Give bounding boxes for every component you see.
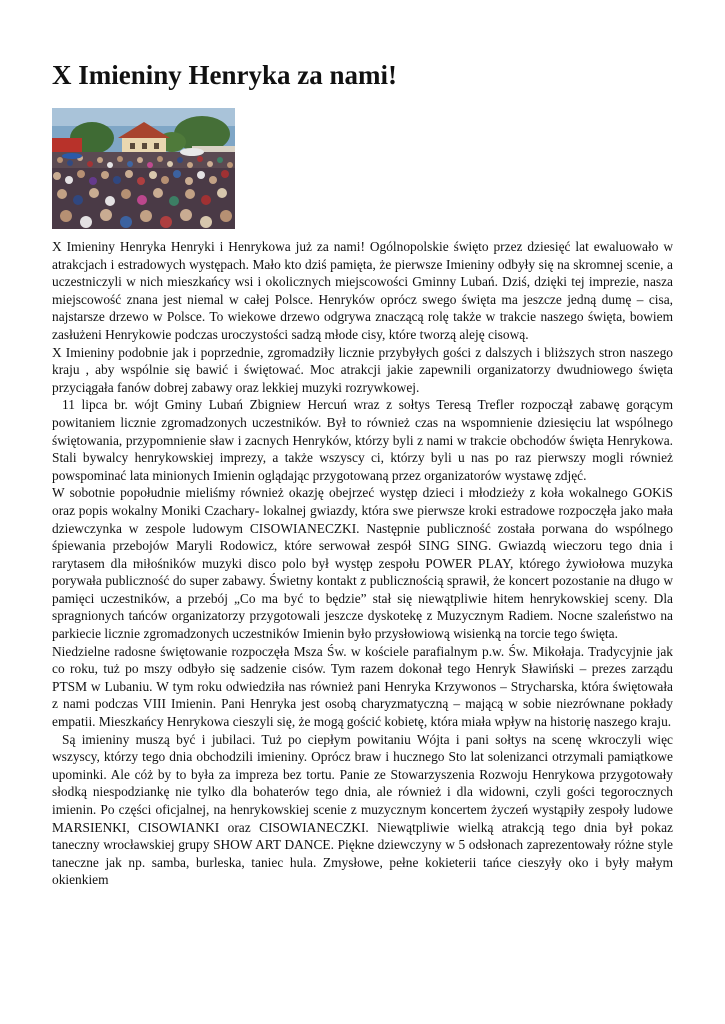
article-title: X Imieniny Henryka za nami! <box>52 60 398 90</box>
paragraph-saturday: W sobotnie popołudnie mieliśmy również okazję obejrzeć występ dzieci i młodzieży z koła wokalnego GOKiS oraz popis wokalny Moniki Czachary- lokalnej gwiazdy, która swe pierwsze kroki estradowe rozpoczęła jako mała dziewczynka w zespole ludowym CISOWIANECZKI. Następnie publiczność została porwana do wspólnego śpiewania przebojów Maryli Rodowicz, które serwował zespół SING SING. Gwiazdą wieczoru tego dnia i rarytasem dla miłośników muzyki disco polo był występ zespołu POWER PLAY, którego żywiołowa muzyka porywała publiczność do super zabawy. Świetny kontakt z publicznością sprawił, że koncert pozostanie na długo w pamięci uczestników, a przebój „Co ma być to będzie” stał się niewątpliwie hitem henrykowskiej sceny. Dla spragnionych tańców organizatorzy przygotowali jeszcze dyskotekę z Muzycznym Radiem. Nocne szaleństwo na parkiecie licznie zgromadzonych uczestników Imienin było przysłowiową wisienką na torcie tego święta. <box>52 485 673 642</box>
paragraph-guests: X Imieniny podobnie jak i poprzednie, zgromadziły licznie przybyłych gości z dalszych i bliższych stron naszego kraju , aby wspólnie się bawić i świętować. Moc atrakcji jakie zapewnili organizatorzy dwudniowego święta przyciągała fanów dobrej zabawy oraz lekkiej muzyki rozrywkowej. <box>52 344 673 395</box>
article-body <box>52 238 673 889</box>
paragraph-intro: X Imieniny Henryka Henryki i Henrykowa już za nami! Ogólnopolskie święto przez dziesięć lat ewaluowało w atrakcjach i estradowych występach. Mało kto dziś pamięta, że pierwsze Imieniny odbyły się na skromnej scenie, a uczestniczyli w nich mieszkańcy wsi i okolicznych miejscowości Gminny Lubań. Dziś, dzięki tej imprezie, nasza miejscowość znana jest niemal w całej Polsce. Henryków oprócz swego święta ma jeszcze jedną dumę – cisa, najstarsze drzewo w Polsce. To wiekowe drzewo odgrywa znaczącą rolę także w trakcie naszego święta, bowiem zasłużeni Henrykowie podczas uroczystości sadzą młode cisy, które tworzą aleję cisową. <box>52 239 673 342</box>
paragraph-opening: 11 lipca br. wójt Gminy Lubań Zbigniew Hercuń wraz z sołtys Teresą Trefler rozpoczął zabawę gorącym powitaniem licznie zgromadzonych uczestników. Był to również czas na wspomnienie dziesięciu lat wspólnego świętowania, przypomnienie sław i zacnych Henryków, którzy byli z nami w trakcie obchodów święta Henrykowa. Stali bywalcy henrykowskiej imprezy, a także wszyscy ci, którzy byli u nas po raz pierwszy mogli również powspominać lata minionych Imienin oglądając przygotowaną przez organizatorów wystawę zdjęć. <box>52 397 673 483</box>
paragraph-sunday: Niedzielne radosne świętowanie rozpoczęła Msza Św. w kościele parafialnym p.w. Św. Mikołaja. Tradycyjnie jak co roku, tuż po mszy odbyło się sadzenie cisów. Tym razem dokonał tego Henryk Sławiński – prezes zarządu PTSM w Lubaniu. W tym roku odwiedziła nas również pani Henryka Krzywonos – Strycharska, która świętowała z nami podczas VIII Imienin. Pani Henryka jest osobą charyzmatyczną – mającą w sobie niezrównane pokłady empatii. Mieszkańcy Henrykowa cieszyli się, że mogą gościć kobietę, która miała wpływ na historię naszego kraju. <box>52 643 673 730</box>
paragraph-jubilees: Są imieniny muszą być i jubilaci. Tuż po ciepłym powitaniu Wójta i pani sołtys na scenę wkroczyli więc wszyscy, którzy tego dnia obchodzili imieniny. Oprócz braw i hucznego Sto lat solenizanci otrzymali pamiątkowe upominki. Ale cóż by to była za impreza bez tortu. Panie ze Stowarzyszenia Rozwoju Henrykowa przygotowały słodką niespodziankę nie tylko dla bohaterów tego dnia, ale również i dla widowni, czyli gości tegorocznych imienin. Po części oficjalnej, na henrykowskiej scenie z muzycznym koncertem życzeń wystąpiły zespoły ludowe MARSIENKI, CISOWIANKI oraz CISOWIANECZKI. Niewątpliwie wielką atrakcją tego dnia był pokaz taneczny wrocławskiej grupy SHOW ART DANCE. Piękne dziewczyny w 5 odsłonach zaprezentowały różne style taneczne jak np. samba, burleska, taniec hula. Zmysłowe, pełne kokieterii tańce cieszyły oko i były małym okienkiem <box>52 731 673 888</box>
festival-crowd-photo <box>52 108 235 229</box>
